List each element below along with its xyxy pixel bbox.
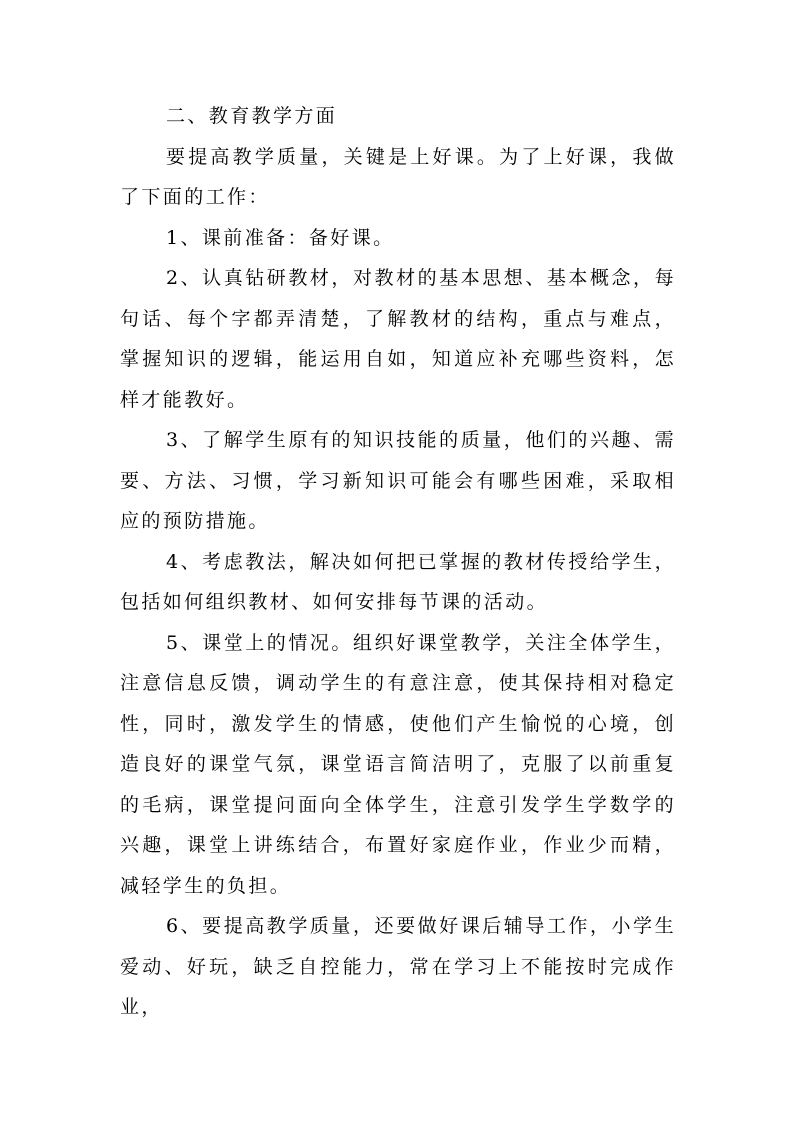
document-body <box>120 96 676 1028</box>
paragraph-item-2: 2、认真钻研教材，对教材的基本思想、基本概念，每句话、每个字都弄清楚，了解教材的结构，重点与难点，掌握知识的逻辑，能运用自如，知道应补充哪些资料，怎样才能教好。 <box>120 267 676 411</box>
paragraph-item-6: 6、要提高教学质量，还要做好课后辅导工作，小学生爱动、好玩，缺乏自控能力，常在学习上不能按时完成作业， <box>120 915 676 1018</box>
paragraph-item-4: 4、考虑教法，解决如何把已掌握的教材传授给学生，包括如何组织教材、如何安排每节课的活动。 <box>120 550 676 613</box>
paragraph-item-1: 1、课前准备：备好课。 <box>166 226 395 249</box>
paragraph-item-5: 5、课堂上的情况。组织好课堂教学，关注全体学生，注意信息反馈，调动学生的有意注意，使其保持相对稳定性，同时，激发学生的情感，使他们产生愉悦的心境，创造良好的课堂气氛，课堂语言简洁明了，克服了以前重复的毛病，课堂提问面向全体学生，注意引发学生学数学的兴趣，课堂上讲练结合，布置好家庭作业，作业少而精，减轻学生的负担。 <box>120 631 676 897</box>
paragraph-item-3: 3、了解学生原有的知识技能的质量，他们的兴趣、需要、方法、习惯，学习新知识可能会有哪些困难，采取相应的预防措施。 <box>120 429 676 532</box>
paragraph-intro: 要提高教学质量，关键是上好课。为了上好课，我做了下面的工作： <box>120 145 676 208</box>
section-heading: 二、教育教学方面 <box>166 105 338 127</box>
